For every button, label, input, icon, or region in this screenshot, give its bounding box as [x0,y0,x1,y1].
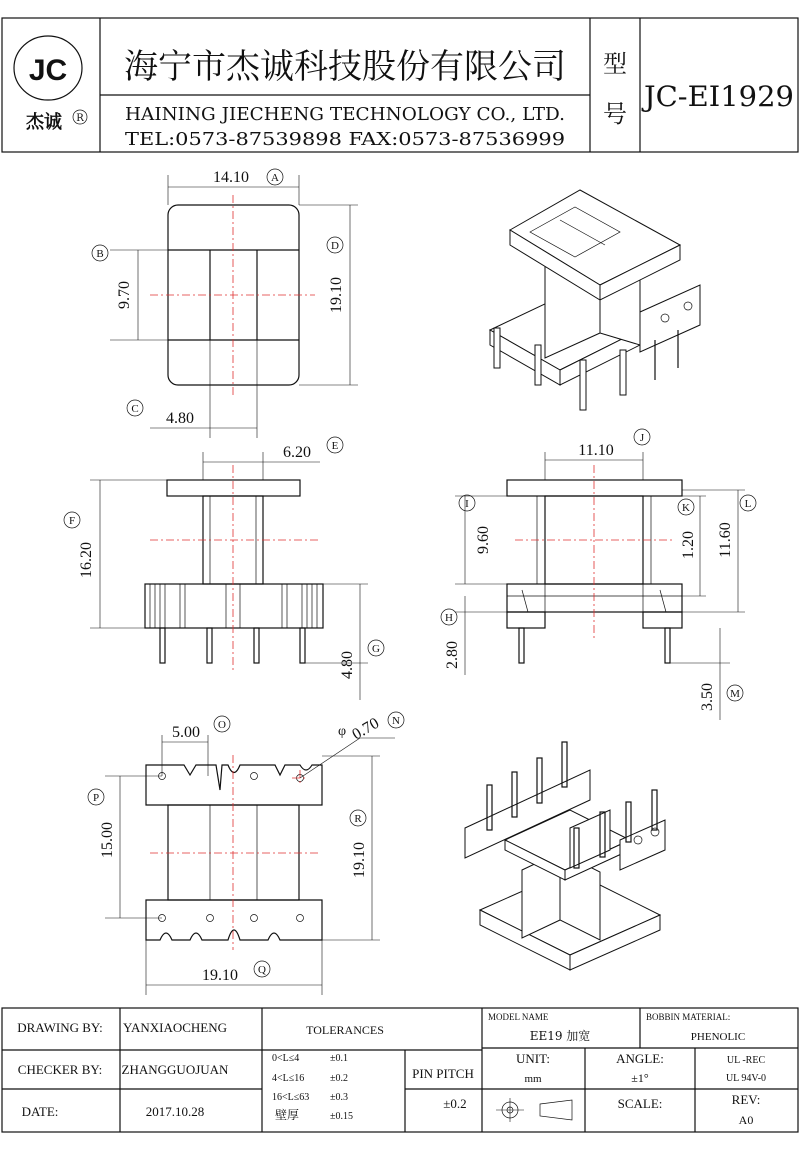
logo-brand: 杰诚 [26,112,62,133]
tol-value-2: ±0.2 [330,1073,348,1084]
drawing-by-label: DRAWING BY: [17,1020,103,1035]
front-pins [160,628,305,663]
svg-text:E: E [331,440,339,452]
isometric-view-bottom [465,742,665,970]
unit-label: UNIT: [515,1051,551,1066]
svg-text:R: R [354,813,362,825]
tol-range-3: 16<L≤63 [272,1092,310,1103]
dim-p-tag [88,789,104,805]
svg-text:B: B [96,248,104,260]
svg-text:G: G [372,643,380,655]
tolerances-label: TOLERANCES [306,1023,384,1037]
dim-c-tag [127,400,143,416]
dim-a-value: 14.10 [213,169,249,186]
date-label: DATE: [21,1104,59,1119]
model-label-2: 号 [603,100,627,128]
ul-94v0: UL 94V-0 [725,1073,767,1084]
rev-label: REV: [731,1092,761,1107]
scale-label: SCALE: [617,1096,663,1111]
dim-b-tag [92,245,108,261]
svg-text:C: C [131,403,139,415]
tol-range-1: 0<L≤4 [272,1053,300,1064]
dim-j-value: 11.10 [578,442,614,459]
dim-g-value: 4.80 [339,651,356,679]
svg-text:A: A [271,172,279,184]
dim-k-value: 1.20 [680,531,697,559]
dim-o-tag [214,716,230,732]
company-contact: TEL:0573-87539898 FAX:0573-87536999 [125,129,565,150]
dim-b-value: 9.70 [116,281,133,309]
dim-k-tag [678,499,694,515]
dim-e-tag [327,437,343,453]
svg-text:K: K [682,502,690,514]
pin-pitch-label: PIN PITCH [412,1066,474,1081]
svg-text:J: J [639,432,645,444]
dim-i-tag [459,495,475,511]
angle-value: ±1° [631,1071,649,1085]
dim-r-value: 19.10 [351,842,368,878]
pin-pitch-value: ±0.2 [443,1096,467,1111]
dim-h-tag [441,609,457,625]
tol-value-3: ±0.3 [330,1092,348,1103]
dim-l-value: 11.60 [717,522,734,558]
dim-n-value: 0.70 [349,714,383,744]
dim-f-tag [64,512,80,528]
side-view [455,452,745,720]
bottom-pin-holes [159,773,304,922]
drawing-by-value: YANXIAOCHENG [123,1020,227,1035]
top-view [110,175,358,438]
company-logo [14,36,87,133]
dim-j-tag [634,429,650,445]
dim-m-tag [727,685,743,701]
dim-d-value: 19.10 [328,277,345,313]
dim-n-prefix: φ [337,724,347,739]
dim-i-value: 9.60 [475,526,492,554]
isometric-view-top [490,190,700,410]
front-view [90,452,368,700]
svg-text:L: L [744,498,752,510]
dim-d-tag [327,237,343,253]
svg-text:N: N [392,715,400,727]
tol-value-1: ±0.1 [330,1053,348,1064]
unit-value: mm [524,1073,542,1085]
logo-text: JC [28,54,68,87]
svg-text:Q: Q [258,964,266,976]
ul-rec: UL -REC [726,1055,766,1066]
bobbin-material-label: BOBBIN MATERIAL: [646,1012,731,1022]
model-name-value: EE19 加宽 [529,1029,591,1043]
registered-mark: R [76,113,84,124]
angle-label: ANGLE: [616,1051,664,1066]
dim-q-value: 19.10 [202,967,238,984]
date-value: 2017.10.28 [145,1104,205,1119]
dim-h-value: 2.80 [444,641,461,669]
tol-value-4: ±0.15 [330,1111,353,1122]
model-label-1: 型 [603,50,627,78]
svg-text:D: D [331,240,339,252]
svg-text:P: P [92,792,100,804]
svg-text:F: F [68,515,76,527]
bobbin-material-value: PHENOLIC [690,1031,746,1043]
svg-text:I: I [465,498,469,510]
dim-p-value: 15.00 [99,822,116,858]
company-name-cn: 海宁市杰诚科技股份有限公司 [124,47,566,87]
dim-f-value: 16.20 [78,542,95,578]
checker-by-label: CHECKER BY: [17,1062,103,1077]
model-number: JC-EI1929 [640,80,794,113]
tol-range-4: 壁厚 [275,1108,300,1122]
front-ribs [150,584,317,628]
dim-n-tag [388,712,404,728]
dim-c-value: 4.80 [166,410,194,427]
dim-r-tag [350,810,366,826]
dim-a-tag [267,169,283,185]
svg-text:O: O [218,719,226,731]
tol-range-2: 4<L≤16 [272,1073,305,1084]
svg-text:H: H [445,612,453,624]
projection-symbol [496,1098,572,1122]
model-name-label: MODEL NAME [488,1012,549,1022]
dim-e-value: 6.20 [283,444,311,461]
dim-l-tag [740,495,756,511]
checker-by-value: ZHANGGUOJUAN [121,1062,229,1077]
company-name-en: HAINING JIECHENG TECHNOLOGY CO., LTD. [125,104,565,125]
svg-text:M: M [730,688,740,700]
dim-g-tag [368,640,384,656]
rev-value: A0 [738,1113,754,1127]
dim-o-value: 5.00 [172,724,200,741]
dim-m-value: 3.50 [699,683,716,711]
dim-q-tag [254,961,270,977]
